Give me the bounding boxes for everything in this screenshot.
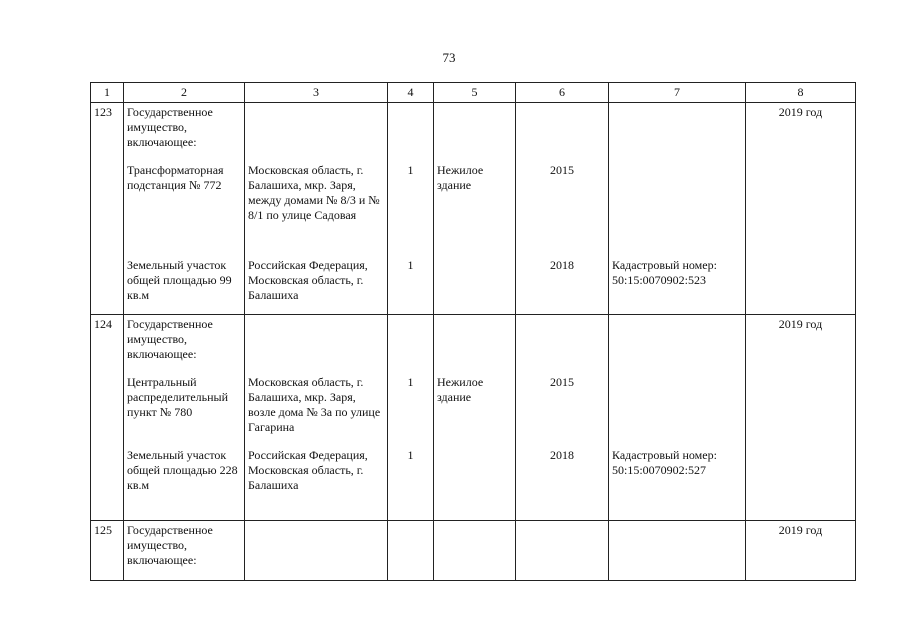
year-built-cell	[516, 521, 609, 581]
col-header: 3	[245, 83, 388, 103]
year-cell: 2019 год	[746, 103, 856, 315]
item-name-cell	[124, 103, 245, 315]
item-qty: 1	[407, 258, 414, 272]
year-cell: 2019 год	[746, 315, 856, 521]
header-row	[91, 83, 856, 103]
address-cell	[245, 103, 388, 315]
item-address: Московская область, г. Балашиха, мкр. Заря, возле дома № 3а по улице Гагарина	[248, 375, 381, 434]
group-title: Государственное имущество, включающее:	[127, 105, 213, 149]
item-name: Земельный участок общей площадью 99 кв.м	[127, 258, 232, 302]
col-header: 7	[609, 83, 746, 103]
year-built-cell	[516, 103, 609, 315]
item-built: 2018	[550, 258, 574, 272]
item-note	[612, 163, 742, 258]
note-cell	[609, 521, 746, 581]
property-table	[90, 82, 856, 581]
type-cell	[434, 521, 516, 581]
year-built-cell	[516, 315, 609, 521]
year-cell: 2019 год	[746, 521, 856, 581]
note-cell	[609, 315, 746, 521]
row-number: 123	[91, 103, 124, 315]
item-built: 2018	[550, 448, 574, 462]
type-cell	[434, 103, 516, 315]
col-header: 2	[124, 83, 245, 103]
item-address: Российская Федерация, Московская область, г. Балашиха	[248, 448, 368, 492]
item-name-cell	[124, 315, 245, 521]
item-name: Трансформаторная подстанция № 772	[127, 163, 224, 192]
item-type: Нежилое здание	[437, 163, 484, 192]
address-cell	[245, 521, 388, 581]
type-cell	[434, 315, 516, 521]
qty-cell	[388, 521, 434, 581]
table-row	[91, 103, 856, 315]
note-cell	[609, 103, 746, 315]
item-qty: 1	[407, 163, 414, 177]
group-title: Государственное имущество, включающее:	[127, 523, 213, 567]
page-number: 73	[442, 50, 456, 65]
item-qty: 1	[407, 448, 414, 462]
item-note	[612, 375, 742, 448]
row-number: 124	[91, 315, 124, 521]
item-address: Российская Федерация, Московская область, г. Балашиха	[248, 258, 368, 302]
qty-cell	[388, 315, 434, 521]
table-row	[91, 315, 856, 521]
address-cell	[245, 315, 388, 521]
item-qty: 1	[407, 375, 414, 389]
row-number: 125	[91, 521, 124, 581]
qty-cell	[388, 103, 434, 315]
col-header: 1	[91, 83, 124, 103]
group-title: Государственное имущество, включающее:	[127, 317, 213, 361]
table-row	[91, 521, 856, 581]
item-address: Московская область, г. Балашиха, мкр. Заря, между домами № 8/3 и № 8/1 по улице Садовая	[248, 163, 380, 222]
item-name-cell	[124, 521, 245, 581]
col-header: 5	[434, 83, 516, 103]
col-header: 4	[388, 83, 434, 103]
item-name: Центральный распределительный пункт № 780	[127, 375, 229, 419]
col-header: 8	[746, 83, 856, 103]
item-note: Кадастровый номер: 50:15:0070902:523	[612, 258, 717, 287]
item-type: Нежилое здание	[437, 375, 484, 404]
item-name: Земельный участок общей площадью 228 кв.м	[127, 448, 238, 492]
item-note: Кадастровый номер: 50:15:0070902:527	[612, 448, 717, 477]
item-built: 2015	[550, 163, 574, 177]
col-header: 6	[516, 83, 609, 103]
item-built: 2015	[550, 375, 574, 389]
